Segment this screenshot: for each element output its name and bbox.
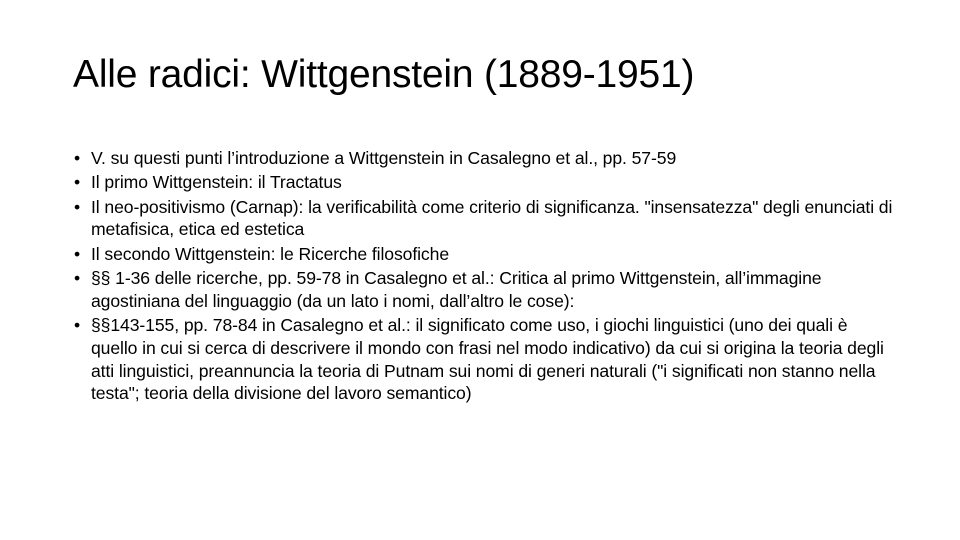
slide-title: Alle radici: Wittgenstein (1889-1951) xyxy=(73,53,695,96)
bullet-marker: • xyxy=(74,267,81,288)
bullet-text: Il neo-positivismo (Carnap): la verificabilità come criterio di significanza. "insensatezza" degli enunciati di metafisica, etica ed estetica xyxy=(91,196,893,240)
bullet-text: V. su questi punti l’introduzione a Wittgenstein in Casalegno et al., pp. 57-59 xyxy=(91,148,677,168)
bullet-text: Il secondo Wittgenstein: le Ricerche filosofiche xyxy=(91,243,450,264)
bullet-item xyxy=(74,147,894,170)
bullet-marker: • xyxy=(74,172,81,193)
bullet-item xyxy=(74,171,894,194)
bullet-item xyxy=(74,267,894,313)
bullet-marker: • xyxy=(74,196,81,217)
bullet-marker: • xyxy=(74,148,81,168)
bullet-item xyxy=(74,243,894,266)
bullet-item xyxy=(74,314,894,405)
bullet-marker: • xyxy=(74,243,81,264)
bullet-text: §§143-155, pp. 78-84 in Casalegno et al.: il significato come uso, i giochi linguistici (uno dei quali è quello in cui si cerca di descrivere il mondo con frasi nel modo indicativo) da cui si origina la teoria degli atti linguistici, preannuncia la teoria di Putnam sui nomi di generi naturali ("i significati non stanno nella testa"; teoria della divisione del lavoro semantico) xyxy=(91,315,884,404)
bullet-marker: • xyxy=(74,315,81,336)
bullet-item xyxy=(74,196,894,242)
bullet-list xyxy=(74,147,894,407)
bullet-text: Il primo Wittgenstein: il Tractatus xyxy=(91,172,342,193)
bullet-text: §§ 1-36 delle ricerche, pp. 59-78 in Casalegno et al.: Critica al primo Wittgenstein, all’immagine agostiniana del linguaggio (da un lato i nomi, dall’altro le cose): xyxy=(91,267,822,311)
